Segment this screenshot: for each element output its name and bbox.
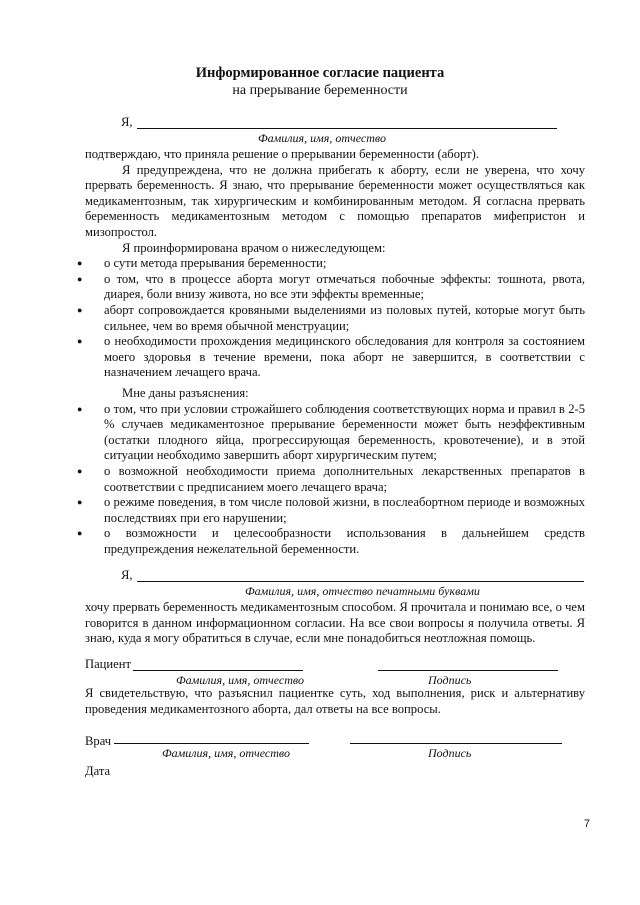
patient-fio-caption: Фамилия, имя, отчество <box>176 673 304 687</box>
explained-block <box>85 386 585 558</box>
list-item: ● о том, что в процессе аборта могут отмечаться побочные эффекты: тошнота, рвота, диарея, боли внизу живота, но все эти эффекты временные; <box>85 272 585 303</box>
doctor-label: Врач <box>85 734 112 748</box>
patient-label: Пациент <box>85 657 131 671</box>
warning-paragraph: Я предупреждена, что не должна прибегать к аборту, если не уверена, что хочу прервать беременность. Я знаю, что прерывание беременности может осуществляться как медикаментозным, так хирургическим и комбинированным методом. Я согласна прервать беременность медикаментозным методом с помощью препаратов мифепристон и мизопростол. <box>85 162 585 239</box>
main-body <box>85 147 585 381</box>
ya-prefix: Я, <box>121 115 133 129</box>
list-item: ● о возможности и целесообразности использования в дальнейшем средств предупреждения нежелательной беременности. <box>85 526 585 557</box>
list-item: ● о сути метода прерывания беременности; <box>85 256 585 272</box>
informed-list <box>85 256 585 381</box>
date-label: Дата <box>85 764 111 778</box>
ya2-prefix: Я, <box>121 568 133 582</box>
list-item: ● о возможной необходимости приема дополнительных лекарственных препаратов в соответствии с предписанием моего лечащего врача; <box>85 464 585 495</box>
doctor-fio-line[interactable] <box>114 743 309 744</box>
confirm-line: подтверждаю, что приняла решение о прерывании беременности (аборт). <box>85 147 479 161</box>
explained-heading: Мне даны разъяснения: <box>122 386 249 400</box>
title-line-2: на прерывание беременности <box>232 83 408 98</box>
patient-print-name-line[interactable] <box>137 581 584 582</box>
list-item: ● о необходимости прохождения медицинского обследования для контроля за состоянием моего здоровья в течение времени, пока аборт не завершится, в соответствии с назначением лечащего врача. <box>85 334 585 381</box>
informed-heading: Я проинформирована врачом о нижеследующем: <box>122 240 386 255</box>
patient-name-line[interactable] <box>137 128 557 129</box>
patient-sign-line[interactable] <box>378 670 558 671</box>
patient-fio-line[interactable] <box>133 670 303 671</box>
doctor-sign-caption: Подпись <box>428 746 472 760</box>
consent-paragraph: хочу прервать беременность медикаментозным способом. Я прочитала и понимаю все, о чем говорится в данном информационном согласии. На все свои вопросы я получила ответы. Я знаю, куда я могу обратиться в случае, если мне понадобиться неотложная помощь. <box>85 600 585 646</box>
doctor-statement-block <box>85 686 585 717</box>
page-number: 7 <box>583 818 590 830</box>
explained-list <box>85 402 585 558</box>
list-item: ● о том, что при условии строжайшего соблюдения соответствующих норма и правил в 2-5 % случаев медикаментозное прерывание беременности может быть неэффективным (остатки плодного яйца, прогрессирующая беременность, кровотечение), и в этой ситуации необходимо завершить аборт хирургическим путем; <box>85 402 585 464</box>
list-item: ● о режиме поведения, в том числе половой жизни, в послеабортном периоде и возможных последствиях при его нарушении; <box>85 495 585 526</box>
consent-block <box>85 600 585 647</box>
doctor-statement: Я свидетельствую, что разъяснил пациентке суть, ход выполнения, риск и альтернативу проведения медикаментозного аборта, дал ответы на все вопросы. <box>85 686 585 716</box>
doctor-sign-line[interactable] <box>350 743 562 744</box>
fio-print-caption: Фамилия, имя, отчество печатными буквами <box>245 584 480 598</box>
title-line-1: Информированное согласие пациента <box>195 65 445 81</box>
fio-caption: Фамилия, имя, отчество <box>258 131 386 145</box>
list-item: ● аборт сопровождается кровяными выделениями из половых путей, которые могут быть сильнее, чем во время обычной менструации; <box>85 303 585 334</box>
patient-sign-caption: Подпись <box>428 673 472 687</box>
doctor-fio-caption: Фамилия, имя, отчество <box>162 746 290 760</box>
document-title <box>0 64 640 100</box>
